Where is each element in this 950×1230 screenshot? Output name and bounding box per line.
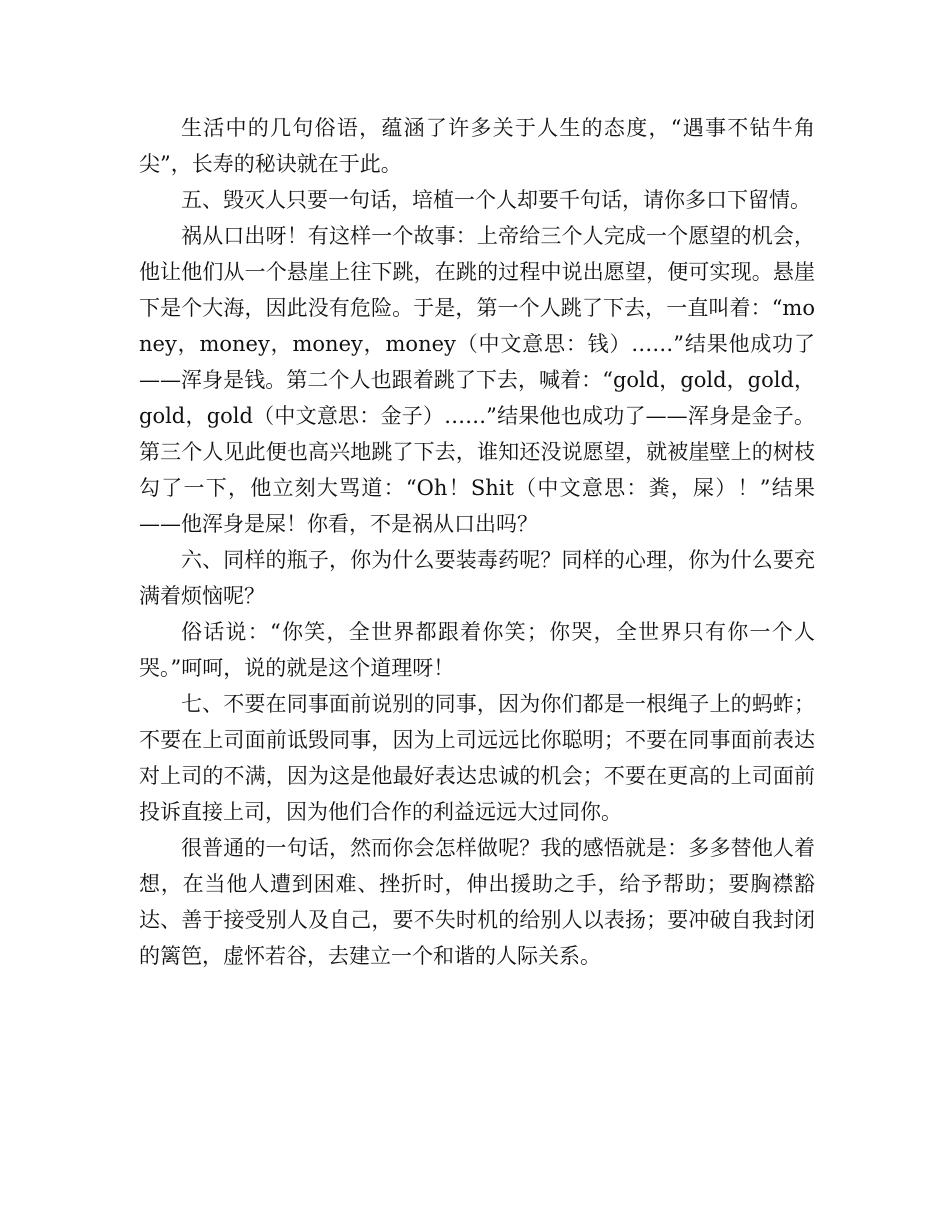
paragraph-conclusion: 很普通的一句话，然而你会怎样做呢？我的感悟就是：多多替他人着想，在当他人遭到困难、挫折时，伸出援助之手，给予帮助；要胸襟豁达、善于接受别人及自己，要不失时机的给别人以表扬；要冲破自我封闭的篱笆，虚怀若谷，去建立一个和谐的人际关系。 <box>139 836 815 968</box>
paragraph-proverbs-intro: 生活中的几句俗语，蕴涵了许多关于人生的态度，“遇事不钻牛角尖”，长寿的秘诀就在于此。 <box>139 116 815 176</box>
paragraph-point-six: 六、同样的瓶子，你为什么要装毒药呢？同样的心理，你为什么要充满着烦恼呢？ <box>139 548 815 608</box>
document-body <box>139 110 815 974</box>
paragraph-point-seven: 七、不要在同事面前说别的同事，因为你们都是一根绳子上的蚂蚱；不要在上司面前诋毁同事，因为上司远远比你聪明；不要在同事面前表达对上司的不满，因为这是他最好表达忠诚的机会；不要在更高的上司面前投诉直接上司，因为他们合作的利益远远大过同你。 <box>139 692 815 824</box>
paragraph-saying: 俗话说：“你笑，全世界都跟着你笑；你哭，全世界只有你一个人哭。”呵呵，说的就是这个道理呀！ <box>139 620 815 680</box>
paragraph-story: 祸从口出呀！有这样一个故事：上帝给三个人完成一个愿望的机会，他让他们从一个悬崖上往下跳，在跳的过程中说出愿望，便可实现。悬崖下是个大海，因此没有危险。于是，第一个人跳了下去，一直叫着：“money，money，money，money（中文意思：钱）……”结果他成功了——浑身是钱。第二个人也跟着跳了下去，喊着：“gold，gold，gold，gold，gold（中文意思：金子）……”结果他也成功了——浑身是金子。第三个人见此便也高兴地跳了下去，谁知还没说愿望，就被崖壁上的树枝勾了一下，他立刻大骂道：“Oh！Shit（中文意思：粪，屎）！”结果——他浑身是屎！你看，不是祸从口出吗？ <box>139 224 815 536</box>
paragraph-point-five: 五、毁灭人只要一句话，培植一个人却要千句话，请你多口下留情。 <box>181 188 811 212</box>
